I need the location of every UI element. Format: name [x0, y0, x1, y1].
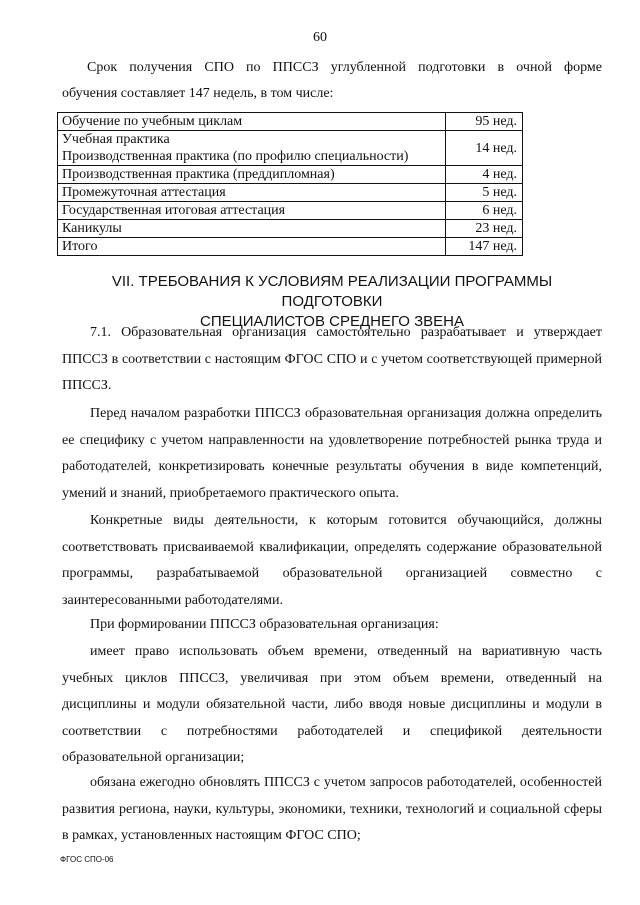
paragraph-annual-update: обязана ежегодно обновлять ППССЗ с учетом запросов работодателей, особенностей развития региона, науки, культуры, экономики, техники, технологий и социальной сферы в рамках, установленных настоящим ФГОС СПО;	[62, 775, 602, 843]
paragraph-right-to-use: имеет право использовать объем времени, отведенный на вариативную часть учебных циклов ППССЗ, увеличивая при этом объем времени, отведенный на дисциплины и модули обязательной части, либо вводя новые дисциплины и модули в соответствии с потребностями работодателей и спецификой деятельности образовательной организации;	[62, 644, 602, 765]
table-row	[58, 238, 523, 256]
intro-line-1: Срок получения СПО по ППССЗ углубленной подготовки в очной форме	[87, 60, 602, 75]
table-cell-name: Каникулы	[58, 220, 446, 238]
table-cell-value: 23 нед.	[445, 220, 522, 238]
section-heading-line-2: СПЕЦИАЛИСТОВ СРЕДНЕГО ЗВЕНА	[200, 313, 464, 330]
table-row	[58, 220, 523, 238]
table-row	[58, 184, 523, 202]
study-weeks-table	[57, 112, 523, 256]
paragraph-formation: При формировании ППССЗ образовательная организация:	[90, 617, 439, 632]
table-cell-name-line: Учебная практика	[62, 132, 170, 147]
table-cell-value: 4 нед.	[445, 166, 522, 184]
paragraph-activity-types: Конкретные виды деятельности, к которым готовится обучающийся, должны соответствовать присваиваемой квалификации, определять содержание образовательной программы, разрабатываемой образовательной организацией совместно с заинтересованными работодателями.	[62, 513, 602, 608]
table-cell-name: Промежуточная аттестация	[58, 184, 446, 202]
table-cell-value: 147 нед.	[445, 238, 522, 256]
table-cell-value: 14 нед.	[445, 131, 522, 166]
table-cell-value: 6 нед.	[445, 202, 522, 220]
page-number: 60	[313, 30, 327, 45]
intro-line-2: обучения составляет 147 недель, в том числе:	[62, 86, 334, 101]
table-cell-name: Обучение по учебным циклам	[58, 113, 446, 131]
table-cell-name-line: Производственная практика (по профилю специальности)	[62, 149, 409, 164]
intro-paragraph	[62, 55, 602, 107]
table-cell-name: Государственная итоговая аттестация	[58, 202, 446, 220]
table-row	[58, 202, 523, 220]
paragraph-specifics: Перед началом разработки ППССЗ образовательная организация должна определить ее специфику с учетом направленности на удовлетворение потребностей рынка труда и работодателей, конкретизировать конечные результаты обучения в виде компетенций, умений и знаний, приобретаемого практического опыта.	[62, 406, 602, 501]
table-cell-value: 95 нед.	[445, 113, 522, 131]
table-cell-value: 5 нед.	[445, 184, 522, 202]
table-row	[58, 131, 523, 166]
section-heading-line-1: VII. ТРЕБОВАНИЯ К УСЛОВИЯМ РЕАЛИЗАЦИИ ПРОГРАММЫ ПОДГОТОВКИ	[111, 273, 553, 310]
table-row	[58, 113, 523, 131]
table-row	[58, 166, 523, 184]
paragraph-7-1: 7.1. Образовательная организация самостоятельно разрабатывает и утверждает ППССЗ в соответствии с настоящим ФГОС СПО и с учетом соответствующей примерной ППССЗ.	[62, 325, 602, 393]
footer-document-code: ФГОС СПО-06	[60, 855, 114, 864]
table-cell-name: Итого	[58, 238, 446, 256]
table-cell-name	[58, 131, 446, 166]
table-cell-name: Производственная практика (преддипломная)	[58, 166, 446, 184]
